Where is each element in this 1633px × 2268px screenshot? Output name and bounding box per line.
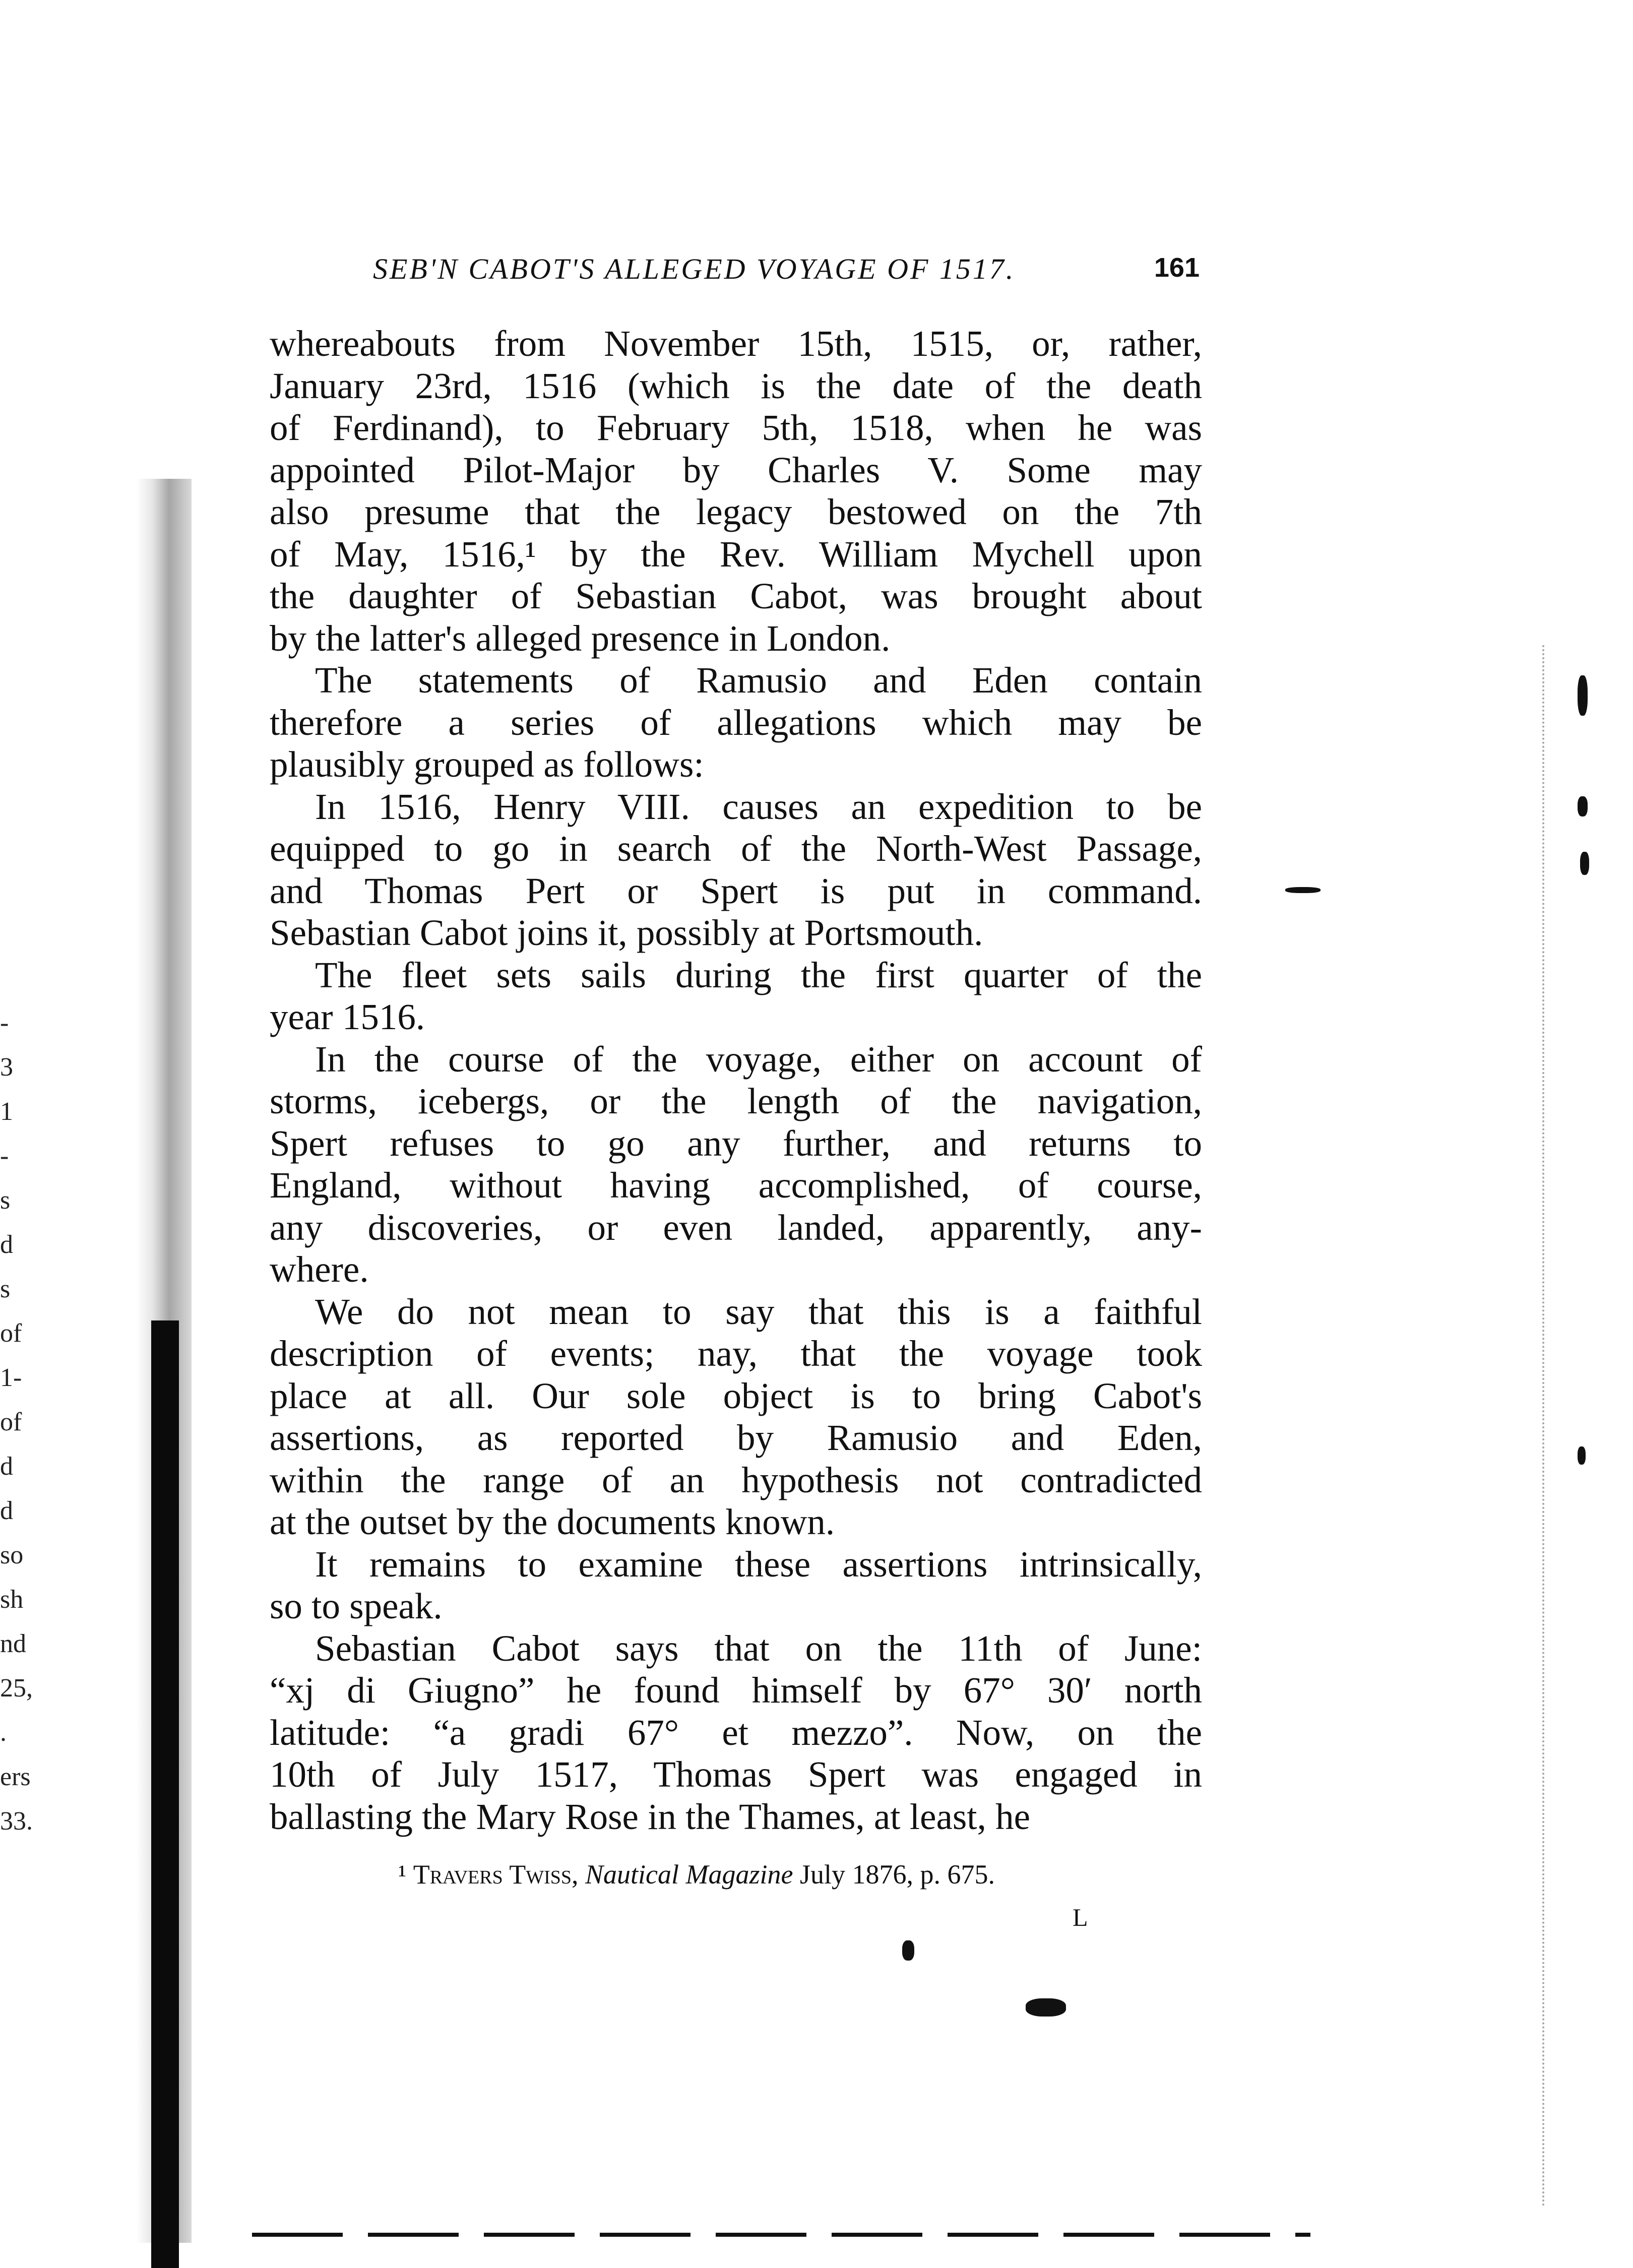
text-line: The fleet sets sails during the first quarter of the bbox=[315, 954, 1202, 995]
right-margin-scan-marks bbox=[1542, 645, 1605, 2208]
page-number: 161 bbox=[1154, 253, 1200, 283]
body-text bbox=[270, 323, 1202, 1838]
text-line: at the outset by the documents known. bbox=[270, 1501, 835, 1542]
text-line: of Ferdinand), to February 5th, 1518, when he was bbox=[270, 407, 1202, 448]
margin-fragment: ers bbox=[0, 1762, 31, 1791]
paragraph bbox=[270, 1291, 1202, 1543]
text-line: and Thomas Pert or Spert is put in command. bbox=[270, 870, 1202, 911]
text-line: assertions, as reported by Ramusio and Eden, bbox=[270, 1417, 1202, 1458]
text-line: plausibly grouped as follows: bbox=[270, 744, 704, 785]
margin-fragment: - bbox=[0, 1009, 9, 1037]
text-line: whereabouts from November 15th, 1515, or, rather, bbox=[270, 323, 1202, 364]
margin-fragment: 3 bbox=[0, 1053, 13, 1082]
text-line: 10th of July 1517, Thomas Spert was engaged in bbox=[270, 1754, 1202, 1795]
margin-fragment: d bbox=[0, 1452, 13, 1481]
margin-fragment: of bbox=[0, 1319, 22, 1348]
ink-blot bbox=[1578, 675, 1588, 716]
ink-blot bbox=[1578, 1446, 1586, 1465]
ink-blot bbox=[1026, 1998, 1066, 2017]
paragraph bbox=[270, 954, 1202, 1038]
text-line: any discoveries, or even landed, apparently, any- bbox=[270, 1207, 1202, 1248]
book-spine-edge bbox=[151, 1320, 179, 2268]
text-line: Sebastian Cabot joins it, possibly at Portsmouth. bbox=[270, 912, 983, 953]
ink-blot bbox=[1285, 887, 1321, 893]
footnote-journal: Nautical Magazine bbox=[585, 1859, 793, 1889]
paragraph bbox=[270, 1627, 1202, 1838]
text-line: place at all. Our sole object is to bring Cabot's bbox=[270, 1375, 1202, 1416]
margin-fragment: 25, bbox=[0, 1674, 33, 1703]
text-line: so to speak. bbox=[270, 1586, 443, 1626]
signature-mark: L bbox=[1073, 1903, 1088, 1931]
margin-fragment: s bbox=[0, 1275, 11, 1303]
margin-fragment: sh bbox=[0, 1585, 24, 1614]
margin-fragment: 1 bbox=[0, 1097, 13, 1126]
running-head: SEB'N CABOT'S ALLEGED VOYAGE OF 1517. bbox=[373, 253, 1016, 285]
paragraph bbox=[270, 786, 1202, 954]
text-line: January 23rd, 1516 (which is the date of the death bbox=[270, 365, 1202, 406]
margin-fragment: s bbox=[0, 1186, 11, 1215]
text-line: It remains to examine these assertions intrinsically, bbox=[315, 1543, 1202, 1585]
paragraph bbox=[270, 1038, 1202, 1291]
paragraph bbox=[270, 659, 1202, 786]
text-line: England, without having accomplished, of course, bbox=[270, 1165, 1202, 1206]
text-line: by the latter's alleged presence in London. bbox=[270, 617, 891, 659]
text-line: therefore a series of allegations which may be bbox=[270, 702, 1202, 743]
text-line: latitude: “a gradi 67° et mezzo”. Now, on the bbox=[270, 1712, 1202, 1753]
margin-fragment: - bbox=[0, 1142, 9, 1170]
footnote-marker: ¹ bbox=[398, 1859, 407, 1889]
ink-blot bbox=[1580, 852, 1589, 875]
margin-fragment: of bbox=[0, 1408, 22, 1436]
margin-fragment: so bbox=[0, 1541, 24, 1569]
text-line: equipped to go in search of the North-West Passage, bbox=[270, 828, 1202, 869]
margin-fragment: nd bbox=[0, 1629, 26, 1658]
text-line: year 1516. bbox=[270, 996, 425, 1037]
text-line: Spert refuses to go any further, and returns to bbox=[270, 1122, 1202, 1164]
margin-fragment: d bbox=[0, 1496, 13, 1525]
footnote bbox=[398, 1859, 995, 1890]
ink-blot bbox=[1578, 796, 1588, 816]
text-line: appointed Pilot-Major by Charles V. Some may bbox=[270, 449, 1202, 490]
footnote-author: Travers Twiss, bbox=[413, 1859, 579, 1889]
ink-blot bbox=[902, 1940, 914, 1961]
margin-fragment: d bbox=[0, 1230, 13, 1259]
margin-fragment: . bbox=[0, 1718, 7, 1747]
text-line: within the range of an hypothesis not contradicted bbox=[270, 1459, 1202, 1500]
text-line: “xj di Giugno” he found himself by 67° 30′ north bbox=[270, 1670, 1202, 1711]
paragraph bbox=[270, 323, 1202, 659]
facing-page-margin-fragments bbox=[0, 1008, 55, 1851]
bottom-edge-marks bbox=[252, 2233, 1310, 2237]
margin-fragment: 1- bbox=[0, 1363, 22, 1392]
text-line: of May, 1516,¹ by the Rev. William Mychell upon bbox=[270, 533, 1202, 575]
margin-fragment: 33. bbox=[0, 1807, 33, 1836]
text-line: In the course of the voyage, either on account of bbox=[315, 1038, 1202, 1080]
text-line: Sebastian Cabot says that on the 11th of June: bbox=[315, 1627, 1202, 1669]
text-line: We do not mean to say that this is a faithful bbox=[315, 1291, 1202, 1332]
text-line: The statements of Ramusio and Eden contain bbox=[315, 660, 1202, 701]
text-line: also presume that the legacy bestowed on the 7th bbox=[270, 491, 1202, 532]
paragraph bbox=[270, 1543, 1202, 1627]
page-header bbox=[373, 252, 1200, 297]
text-line: where. bbox=[270, 1249, 369, 1290]
text-line: description of events; nay, that the voyage took bbox=[270, 1333, 1202, 1374]
text-line: ballasting the Mary Rose in the Thames, at least, he bbox=[270, 1796, 1030, 1837]
footnote-citation: July 1876, p. 675. bbox=[799, 1859, 995, 1889]
text-line: the daughter of Sebastian Cabot, was brought about bbox=[270, 576, 1202, 616]
text-line: In 1516, Henry VIII. causes an expedition to be bbox=[315, 786, 1202, 827]
text-line: storms, icebergs, or the length of the navigation, bbox=[270, 1081, 1202, 1121]
